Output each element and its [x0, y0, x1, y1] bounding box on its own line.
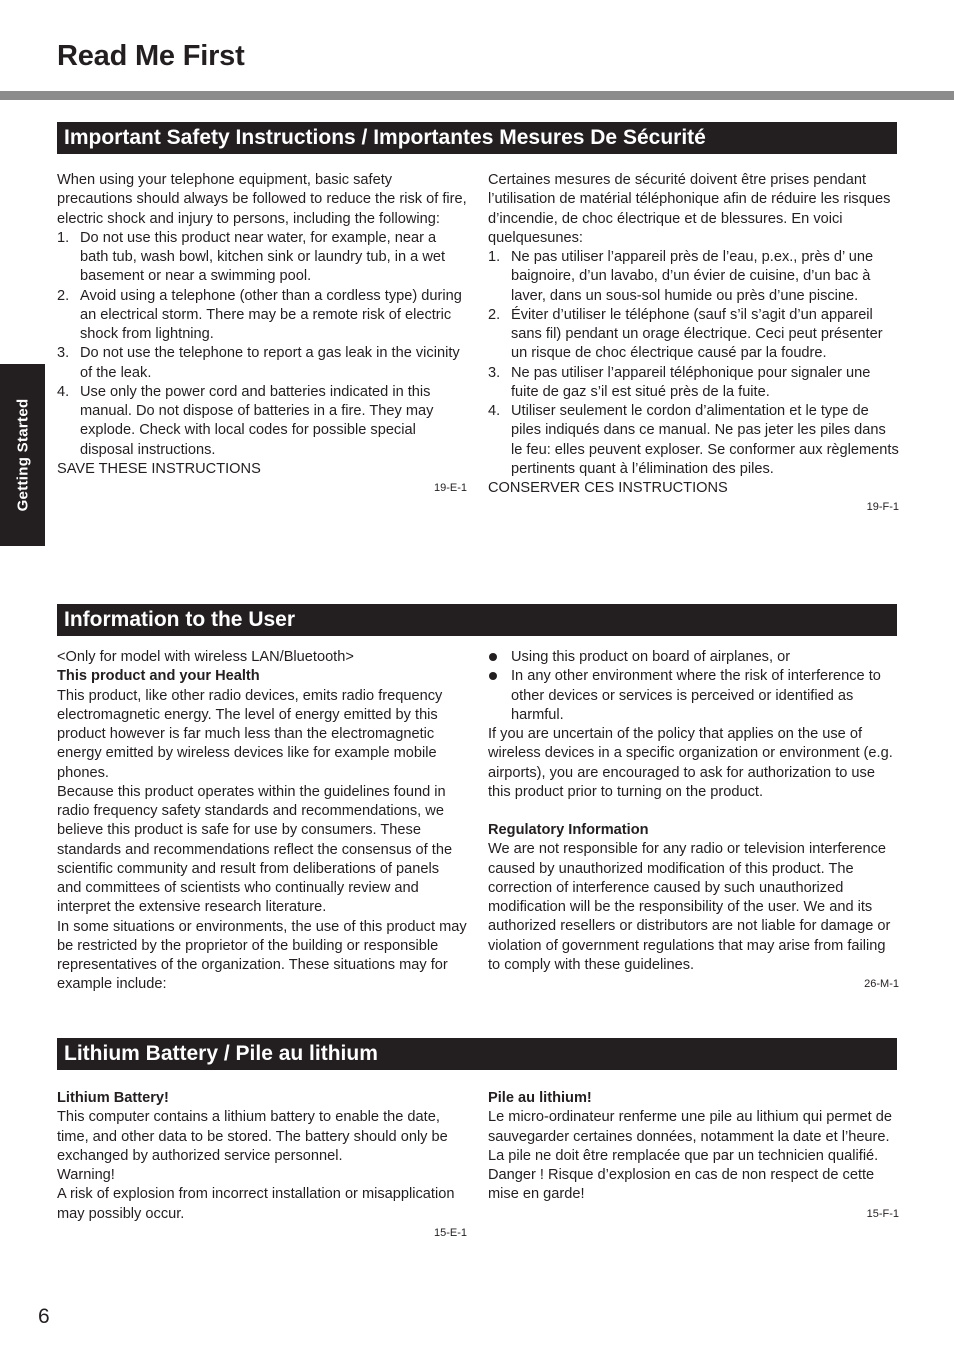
page-title: Read Me First: [57, 40, 245, 72]
lithium-en-paragraph: This computer contains a lithium battery to enable the date, time, and other data to be stored. The battery should only be exchanged by authorized service personnel.: [57, 1109, 448, 1164]
safety-fr-intro: Certaines mesures de sécurité doivent être prises pendant l’utilisation de matérial téléphonique afin de réduire les risques d’incendie, de choc électrique et de blessures. En voici quelquesunes:: [488, 172, 891, 246]
page-number: 6: [38, 1305, 50, 1328]
title-rule: [0, 91, 954, 100]
safety-fr-list: [488, 248, 899, 479]
info-code: 26-M-1: [864, 978, 899, 990]
info-paragraph: This product, like other radio devices, emits radio frequency electromagnetic energy. The level of energy emitted by this product however is far much less than the electromagnetic energy emitted by wireless devices like for example mobile phones.: [57, 687, 443, 781]
info-paragraph: We are not responsible for any radio or television interference caused by unauthorized modification of this product. The correction of interference caused by such unauthorized modification will be the responsibility of the user. We and its authorized resellers or distributors are not liable for damage or violation of government regulations that may arise from failing to comply with these guidelines.: [488, 841, 891, 973]
info-regulatory-title: Regulatory Information: [488, 822, 649, 838]
lithium-fr-code: 15-F-1: [866, 1207, 899, 1220]
safety-en-intro: When using your telephone equipment, basic safety precautions should always be followed to reduce the risk of fire, electric shock and injury to persons, including the following:: [57, 172, 467, 227]
list-item: 3. Ne pas utiliser l’appareil téléphonique pour signaler une fuite de gaz s’il est situé près de la fuite.: [488, 364, 871, 400]
list-item: 4. Use only the power cord and batteries indicated in this manual. Do not dispose of batteries in a fire. They may explode. Check with local codes for possible special disposal instructions.: [57, 383, 434, 458]
lithium-en-warning: Warning!: [57, 1167, 115, 1183]
lithium-en-paragraph: A risk of explosion from incorrect installation or misapplication may possibly occur.: [57, 1186, 455, 1222]
lithium-french-column: [488, 1089, 899, 1222]
safety-french-column: [488, 171, 899, 515]
safety-english-column: [57, 171, 467, 496]
list-item: In any other environment where the risk of interference to other devices or services is perceived or identified as harmful.: [488, 667, 899, 725]
lithium-en-title: Lithium Battery!: [57, 1090, 169, 1106]
safety-heading: Important Safety Instructions / Importantes Mesures De Sécurité: [57, 122, 897, 154]
list-item: 1. Ne pas utiliser l’appareil près de l’eau, p.ex., près d’ une baignoire, d’un lavabo, d’un évier de cuisine, d’un bac à laver, dans un sous-sol humide ou près d’une piscine.: [488, 249, 874, 304]
info-paragraph: If you are uncertain of the policy that applies on the use of wireless devices in a specific organization or environment (e.g. airports), you are encouraged to ask for authorization to use this product prior to turning on the product.: [488, 726, 893, 800]
list-item: 3. Do not use the telephone to report a gas leak in the vicinity of the leak.: [57, 345, 460, 381]
lithium-fr-title: Pile au lithium!: [488, 1090, 592, 1106]
safety-en-list: [57, 229, 467, 460]
info-left-column: [57, 648, 467, 995]
lithium-heading: Lithium Battery / Pile au lithium: [57, 1038, 897, 1070]
info-heading: Information to the User: [57, 604, 897, 636]
side-tab-getting-started: [0, 364, 45, 546]
lithium-en-code: 15-E-1: [433, 1226, 467, 1239]
safety-fr-save: CONSERVER CES INSTRUCTIONS: [488, 480, 728, 496]
info-model-note: <Only for model with wireless LAN/Bluetooth>: [57, 649, 354, 665]
info-health-title: This product and your Health: [57, 668, 260, 685]
list-item: Using this product on board of airplanes, or: [488, 648, 899, 667]
list-item: 2. Éviter d’utiliser le téléphone (sauf s’il s’agit d’un appareil sans fil) pendant un orage électrique. Ceci peut présenter un risque de choc électrique causé par la foudre.: [488, 306, 883, 362]
list-item: 1. Do not use this product near water, for example, near a bath tub, wash bowl, kitchen sink or laundry tub, in a wet basement or near a swimming pool.: [57, 229, 446, 285]
list-item: 2. Avoid using a telephone (other than a cordless type) during an electrical storm. There may be a remote risk of electric shock from lightning.: [57, 287, 462, 342]
safety-en-code: 19-E-1: [433, 482, 467, 494]
info-right-column: [488, 648, 899, 992]
bullet-icon: [489, 672, 497, 680]
lithium-fr-paragraph: Danger ! Risque d’explosion en cas de non respect de cette mise en garde!: [488, 1167, 875, 1203]
list-item: 4. Utiliser seulement le cordon d’alimentation et le type de piles indiqués dans ce manual. Ne pas jeter les piles dans le feu: elles peuvent exploser. Se conformer aux règlements pertinents quant à l’élimination des piles.: [488, 403, 899, 477]
info-paragraph: In some situations or environments, the use of this product may be restricted by the proprietor of the building or responsible representatives of the organization. These situations may for example include:: [57, 918, 467, 993]
info-bullet-list: [488, 648, 899, 725]
side-tab-label: Getting Started: [14, 398, 31, 512]
bullet-icon: [489, 653, 497, 661]
safety-en-save: SAVE THESE INSTRUCTIONS: [57, 460, 261, 477]
lithium-fr-paragraph: Le micro-ordinateur renferme une pile au lithium qui permet de sauvegarder certaines données, notamment la date et l’heure. La pile ne doit être remplacée que par un technicien qualifié.: [488, 1109, 892, 1164]
info-paragraph: Because this product operates within the guidelines found in radio frequency safety standards and recommendations, we believe this product is safe for use by consumers. These standards and recommendations reflect the consensus of the scientific community and result from deliberations of panels and committees of scientists who continually review and interpret the extensive research literature.: [57, 783, 453, 916]
lithium-english-column: [57, 1089, 467, 1241]
safety-fr-code: 19-F-1: [866, 501, 899, 514]
